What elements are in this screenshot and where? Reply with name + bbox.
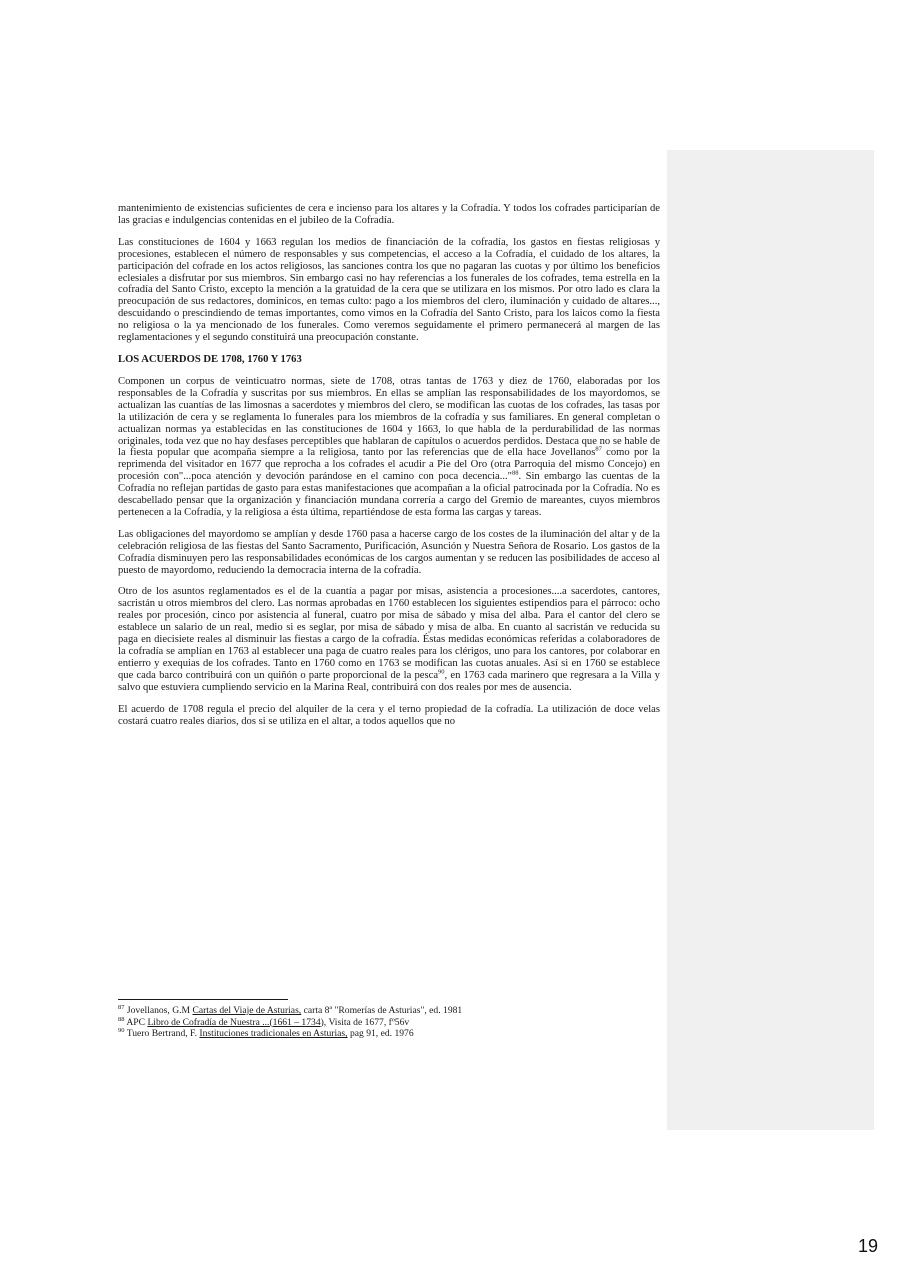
footnote-text: pag 91, ed. 1976 bbox=[347, 1028, 414, 1040]
footnote-number: 87 bbox=[118, 1003, 125, 1011]
footnote-title-link[interactable]: Cartas del Viaje de Asturias, bbox=[192, 1005, 302, 1016]
footnote-text: carta 8ª "Romerías de Asturias", ed. 1981 bbox=[301, 1005, 463, 1016]
page-number: 19 bbox=[858, 1236, 879, 1256]
paragraph-4: Las obligaciones del mayordomo se amplían y desde 1760 pasa a hacerse cargo de los costes de la iluminación del altar y de la celebración religiosa de las fiestas del Santo Sacramento, Purificación, Asunción y Nuestra Señora de Rosario. Los gastos de la Cofradía disminuyen pero las responsabilidades económicas de los cargos aumentan y se reducen las posibilidades de acceso al puesto de mayordomo, reduciendo la democracia interna de la cofradía. bbox=[118, 528, 660, 576]
footnote-text: Visita de 1677, fº56v bbox=[326, 1016, 410, 1028]
footnote-87 bbox=[118, 1005, 660, 1017]
section-heading: LOS ACUERDOS DE 1708, 1760 Y 1763 bbox=[118, 353, 302, 365]
footnote-title-link[interactable]: Libro de Cofradía de Nuestra ...(1661 – 1734), bbox=[147, 1016, 327, 1028]
footnote-90 bbox=[118, 1028, 660, 1040]
footnote-title-link[interactable]: Instituciones tradicionales en Asturias, bbox=[199, 1028, 348, 1040]
comment-margin-pane bbox=[667, 150, 874, 1130]
footnote-ref-87: 87 bbox=[595, 445, 602, 453]
footnote-number: 88 bbox=[118, 1015, 125, 1023]
paragraph-1: mantenimiento de existencias suficientes de cera e incienso para los altares y la Cofradía. Y todos los cofrades participarían de las gracias e indulgencias contenidas en el jubileo de la Cofradía. bbox=[118, 203, 660, 226]
footnote-text: Tuero Bertrand, F. bbox=[124, 1028, 200, 1040]
footnote-number: 90 bbox=[118, 1027, 125, 1034]
footnote-text: Jovellanos, G.M bbox=[124, 1005, 193, 1016]
paragraph-3-part-a: Componen un corpus de veinticuatro normas, siete de 1708, otras tantas de 1763 y diez de 1760, elaboradas por los responsables de la Cofradía y suscritas por sus miembros. En ellas se amplían las responsabilidades de los mayordomos, se actualizan las cuantías de las limosnas a sacerdotes y miembros del clero, se modifican las cuotas de los cofrades, las tasas por la utilización de cera y se reglamenta lo funerales para los miembros de la cofradía y sus familiares. En general completan o actualizan normas ya establecidas en las constituciones de 1604 y 1663, lo que habla de la perdurabilidad de las normas originales, toda vez que no hay desfases perceptibles que hablaran de capítulos o acuerdos perdidos. Destaca que no se hable de la fiesta popular que acompaña siempre a la religiosa, tanto por las referencias que de ella hace Jovellanos bbox=[118, 375, 660, 459]
footnote-text: APC bbox=[124, 1016, 148, 1028]
footnotes bbox=[118, 1005, 660, 1040]
paragraph-2: Las constituciones de 1604 y 1663 regulan los medios de financiación de la cofradía, los gastos en fiestas religiosas y procesiones, establecen el número de responsables y sus competencias, el acceso a la Cofradía, el cuidado de los altares, la participación del cofrade en los actos religiosos, las sanciones contra los que no pagaran las cuotas y por último los beneficios eclesiales a disfrutar por sus miembros. Sin embargo casi no hay referencias a los funerales de los cofrades, tema estrella en la cofradía del Santo Cristo, excepto la mención a la gratuidad de la cera que se utilizara en los mismos. Por otro lado es clara la preocupación de sus redactores, dominicos, en temas culto: pago a los miembros del clero, iluminación y cuidado de altares..., descuidando o prescindiendo de temas importantes, como vimos en la Cofradía del Santo Cristo, para los laicos como la fiesta no religiosa o la ya mencionado de los funerales. Como veremos seguidamente el primero permanecerá al margen de las reglamentaciones y el segundo constituirá una preocupación constante. bbox=[118, 236, 660, 344]
footnote-ref-90: 90 bbox=[438, 668, 445, 676]
paragraph-3 bbox=[118, 376, 660, 519]
paragraph-3-part-c: . Sin embargo las cuentas de la Cofradía no reflejan partidas de gasto para estas manifestaciones que acompañan a la oficial patrocinada por la Cofradía. No es descabellado pensar que la organización y financiación mundana correría a cargo del Gremio de mareantes, cuyos miembros pertenecen a la Cofradía, y la religiosa a ésta última, repartiéndose de esta forma las cargas y tareas. bbox=[118, 471, 660, 518]
paragraph-5-part-a: Otro de los asuntos reglamentados es el de la cuantía a pagar por misas, asistencia a procesiones....a sacerdotes, cantores, sacristán u otros miembros del clero. Las normas aprobadas en 1760 establecen los siguientes estipendios para el párroco: ocho reales por procesión, cinco por asistencia al funeral, cuatro por misa de sábado y misa del alba. Para el cantor del clero se establece un salario de un real, medio si es seglar, por misa de sábado y misa de alba. En cuanto al sacristán ve reducida su paga en diecisiete reales al disminuir las fiestas a cargo de la cofradía. Éstas medidas económicas referidas a colaboradores de la cofradía se amplían en 1763 al establecer una paga de cuatro reales para los clérigos, uno para los cantores, por colaborar en entierro y exequias de los cofrades. Tanto en 1760 como en 1763 se modifican las cuotas anuales. Así si en 1760 se establece que cada barco contribuirá con un quiñón o parte proporcional de la pesca bbox=[118, 586, 660, 681]
paragraph-5 bbox=[118, 586, 660, 693]
footnote-separator bbox=[118, 999, 288, 1000]
paragraph-5-part-b: , en 1763 cada marinero que regresara a la Villa y salvo que estuviera cumpliendo servicio en la Marina Real, contribuirá con dos reales por mes de ausencia. bbox=[118, 669, 660, 693]
footnote-ref-88: 88 bbox=[512, 469, 519, 477]
document-body bbox=[118, 203, 660, 737]
paragraph-3-part-b: como por la reprimenda del visitador en 1677 que reprocha a los cofrades el acudir a Pie del Oro (otra Parroquia del mismo Concejo) en procesión con"...poca atención y devoción parándose en el camino con poca decencia..." bbox=[118, 447, 660, 483]
footnote-88 bbox=[118, 1017, 660, 1029]
paragraph-6: El acuerdo de 1708 regula el precio del alquiler de la cera y el terno propiedad de la cofradía. La utilización de doce velas costará cuatro reales diarios, dos si se utiliza en el altar, a todos aquellos que no bbox=[118, 703, 660, 727]
